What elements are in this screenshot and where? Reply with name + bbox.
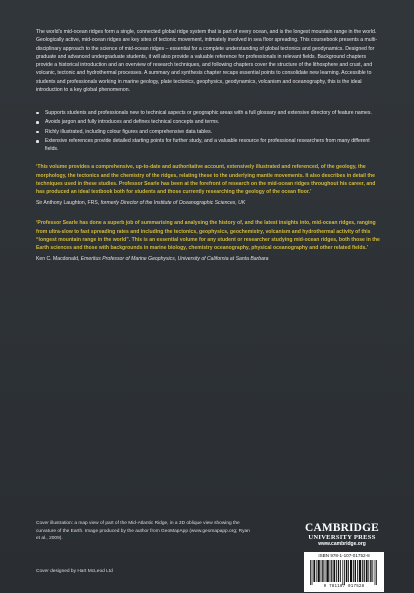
quote-text: ‘This volume provides a comprehensive, up-to-date and authoritative account, extensively illustrated and referenced, of the geology, the morphology, the tectonics and the chemistry of the ridges, relating these to the underlying mantle movements. It also describes in detail the techniques used in these studies. Professor Searle has been at the forefront of research on the mid-ocean ridges throughout his career, and has produced an ideal textbook both for students and those currently researching the geology of the ocean floor.’ (36, 164, 376, 196)
bullet-icon (36, 112, 39, 115)
quote-attribution: Ken C. Macdonald, Emeritus Professor of Marine Geophysics, University of California at Santa Barbara (36, 255, 269, 262)
quote-attribution: Sir Anthony Laughton, FRS, formerly Director of the Institute of Oceanographic Sciences, UK (36, 199, 246, 206)
bullet-icon (36, 121, 39, 124)
feature-list (36, 109, 381, 153)
barcode-icon (310, 560, 378, 585)
publisher-logo (302, 523, 382, 548)
cover-illustration-caption: Cover illustration: a map view of part of the Mid-Atlantic Ridge, in a 3D oblique view showing the curvature of the Earth. Image produced by the author from GeoMapApp (www.geomapapp.org; Ryan et al., 2009). (36, 521, 250, 542)
content-column (36, 28, 381, 263)
feature-item: Richly illustrated, including colour figures and comprehensive data tables. (36, 128, 381, 136)
design-credit: Cover designed by Hart McLeod Ltd (36, 569, 113, 574)
feature-item: Supports students and professionals new to technical aspects or geographic areas with a full glossary and extensive directory of feature names. (36, 109, 381, 117)
book-description: The world’s mid-ocean ridges form a single, connected global ridge system that is part of every ocean, and is the longest mountain range in the world. Geologically active, mid-ocean ridges are key sites of tectonic movement, intimately involved in sea floor spreading. This coursebook presents a multi-disciplinary approach to the science of mid-ocean ridges – essential for a complete understanding of global tectonics and geodynamics. Designed for graduate and advanced undergraduate students, it will also provide a valuable reference for professionals in relevant fields. Background chapters provide a historical introduction and an overview of research techniques, and following chapters cover the structure of the lithosphere and crust, and volcanic, tectonic and hydrothermal processes. A summary and synthesis chapter recaps essential points to consolidate new learning. Accessible to students and professionals working in marine geology, plate tectonics, geophysics, geodynamics, volcanism and oceanography, this is the ideal introduction to a key global phenomenon. (36, 29, 378, 93)
quote-text: ‘Professor Searle has done a superb job of summarising and analysing the history of, and the latest insights into, mid-ocean ridges, ranging from ultra-slow to fast spreading rates and including the tectonics, geophysics, geochemistry, volcanism and hydrothermal activity of this “longest mountain range in the world”. This is an essential volume for any student or researcher studying mid-ocean ridges, both those in the Earth sciences and those with backgrounds in marine biology, chemistry oceanography, physical oceanography and other related fields.’ (36, 220, 380, 252)
publisher-name: CAMBRIDGE (305, 522, 379, 534)
review-quote (36, 163, 381, 207)
publisher-url: www.cambridge.org (318, 541, 366, 547)
bullet-icon (36, 140, 39, 143)
review-quote (36, 219, 381, 263)
feature-item: Avoids jargon and fully introduces and defines technical concepts and terms. (36, 118, 381, 126)
publisher-subtitle: UNIVERSITY PRESS (308, 534, 376, 541)
isbn-number: ISBN 978-1-107-01752-8 (318, 553, 370, 558)
barcode (304, 552, 384, 592)
feature-item: Extensive references provide detailed starting points for further study, and a valuable resource for professional researchers from many different fields. (36, 137, 381, 153)
bullet-icon (36, 131, 39, 134)
barcode-digits: 9 781107 017528 (323, 585, 365, 589)
